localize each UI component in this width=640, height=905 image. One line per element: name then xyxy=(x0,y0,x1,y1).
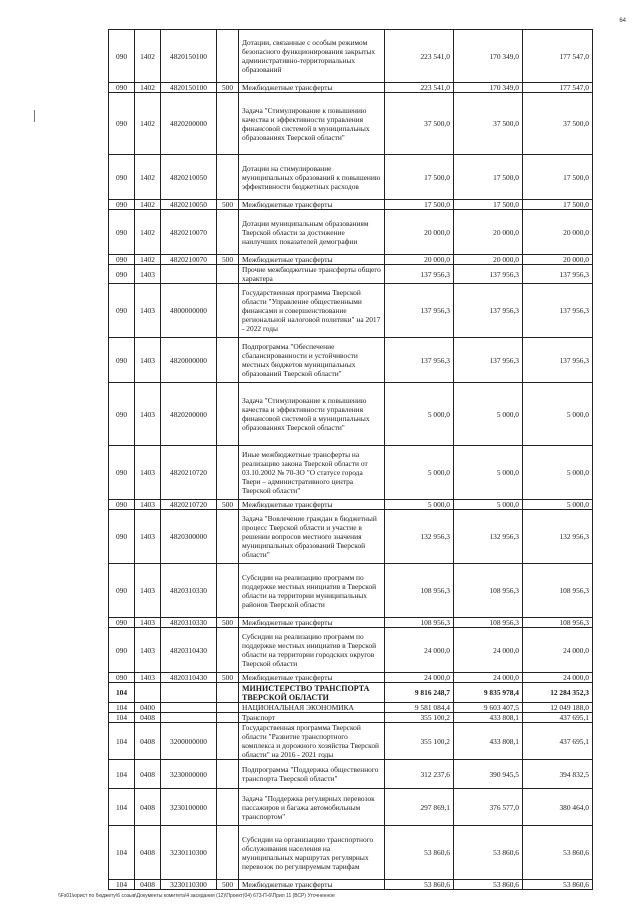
margin-mark xyxy=(34,110,35,122)
item-name-cell: Иные межбюджетные трансферты на реализацию закона Тверской области от 03.10.2002 № 70-ЗО "О статусе города Твери – административного центра Тверской области" xyxy=(239,446,385,500)
table-row xyxy=(109,713,593,723)
amount-year-3-cell: 132 956,3 xyxy=(523,510,593,564)
amount-year-1-cell: 37 500,0 xyxy=(385,93,454,155)
amount-year-2-cell: 137 956,3 xyxy=(454,265,523,284)
amount-year-2-cell: 24 000,0 xyxy=(454,628,523,673)
table-row xyxy=(109,510,593,564)
table-row xyxy=(109,826,593,880)
item-name-cell: Транспорт xyxy=(239,713,385,723)
ministry-code-cell: 090 xyxy=(109,510,135,564)
target-article-code-cell: 4820310430 xyxy=(161,673,217,683)
amount-year-1-cell: 137 956,3 xyxy=(385,338,454,383)
target-article-code-cell xyxy=(161,683,217,703)
ministry-code-cell: 090 xyxy=(109,564,135,618)
amount-year-2-cell: 20 000,0 xyxy=(454,210,523,255)
section-code-cell: 1403 xyxy=(135,618,161,628)
target-article-code-cell: 3230100000 xyxy=(161,789,217,826)
item-name-cell: Подпрограмма "Обеспечение сбалансированности и устойчивости местных бюджетов муниципальных образований Тверской области" xyxy=(239,338,385,383)
section-code-cell: 1402 xyxy=(135,210,161,255)
ministry-code-cell: 104 xyxy=(109,826,135,880)
item-name-cell: Межбюджетные трансферты xyxy=(239,673,385,683)
ministry-code-cell: 090 xyxy=(109,255,135,265)
expense-type-code-cell xyxy=(217,284,239,338)
page-number: 64 xyxy=(619,18,626,24)
expense-type-code-cell xyxy=(217,265,239,284)
section-code-cell: 1403 xyxy=(135,265,161,284)
amount-year-2-cell: 132 956,3 xyxy=(454,510,523,564)
amount-year-3-cell: 20 000,0 xyxy=(523,255,593,265)
target-article-code-cell: 4820210070 xyxy=(161,210,217,255)
item-name-cell: Государственная программа Тверской области "Управление общественными финансами и совершенствование региональной налоговой политики" на 2017 - 2022 годы xyxy=(239,284,385,338)
ministry-code-cell: 104 xyxy=(109,723,135,760)
amount-year-1-cell: 132 956,3 xyxy=(385,510,454,564)
ministry-code-cell: 090 xyxy=(109,500,135,510)
item-name-cell: Подпрограмма "Поддержка общественного транспорта Тверской области" xyxy=(239,760,385,789)
item-name-cell: Межбюджетные трансферты xyxy=(239,500,385,510)
amount-year-1-cell: 108 956,3 xyxy=(385,564,454,618)
ministry-code-cell: 090 xyxy=(109,265,135,284)
section-code-cell: 1402 xyxy=(135,155,161,200)
table-row xyxy=(109,628,593,673)
expense-type-code-cell xyxy=(217,446,239,500)
item-name-cell: Задача "Вовлечение граждан в бюджетный процесс Тверской области и участие в решении вопросов местного значения муниципальных образований Тверской области" xyxy=(239,510,385,564)
item-name-cell: Прочие межбюджетные трансферты общего характера xyxy=(239,265,385,284)
amount-year-2-cell: 20 000,0 xyxy=(454,255,523,265)
section-code-cell: 0408 xyxy=(135,880,161,890)
table-row xyxy=(109,683,593,703)
target-article-code-cell: 4820210050 xyxy=(161,200,217,210)
amount-year-2-cell: 137 956,3 xyxy=(454,338,523,383)
expense-type-code-cell: 500 xyxy=(217,618,239,628)
amount-year-1-cell: 355 100,2 xyxy=(385,713,454,723)
section-code-cell: 1403 xyxy=(135,338,161,383)
target-article-code-cell: 4820210720 xyxy=(161,500,217,510)
amount-year-2-cell: 170 349,0 xyxy=(454,83,523,93)
item-name-cell: Межбюджетные трансферты xyxy=(239,200,385,210)
table-row xyxy=(109,500,593,510)
amount-year-1-cell: 17 500,0 xyxy=(385,155,454,200)
item-name-cell: Дотации на стимулирование муниципальных образований к повышению эффективности бюджетных расходов xyxy=(239,155,385,200)
budget-table-body xyxy=(109,30,593,890)
section-code-cell: 1402 xyxy=(135,255,161,265)
expense-type-code-cell: 500 xyxy=(217,673,239,683)
amount-year-3-cell: 380 464,0 xyxy=(523,789,593,826)
target-article-code-cell: 4820200000 xyxy=(161,383,217,446)
table-row xyxy=(109,93,593,155)
expense-type-code-cell xyxy=(217,564,239,618)
amount-year-3-cell: 177 547,0 xyxy=(523,83,593,93)
section-code-cell: 0408 xyxy=(135,826,161,880)
target-article-code-cell: 4820210050 xyxy=(161,155,217,200)
amount-year-2-cell: 108 956,3 xyxy=(454,564,523,618)
target-article-code-cell: 3200000000 xyxy=(161,723,217,760)
amount-year-3-cell: 20 000,0 xyxy=(523,210,593,255)
amount-year-3-cell: 5 000,0 xyxy=(523,383,593,446)
ministry-code-cell: 090 xyxy=(109,155,135,200)
target-article-code-cell: 4820310330 xyxy=(161,564,217,618)
amount-year-3-cell: 17 500,0 xyxy=(523,155,593,200)
ministry-code-cell: 090 xyxy=(109,284,135,338)
amount-year-2-cell: 53 860,6 xyxy=(454,826,523,880)
amount-year-1-cell: 223 541,0 xyxy=(385,30,454,83)
amount-year-3-cell: 108 956,3 xyxy=(523,618,593,628)
table-row xyxy=(109,880,593,890)
ministry-code-cell: 090 xyxy=(109,446,135,500)
target-article-code-cell: 4820200000 xyxy=(161,93,217,155)
target-article-code-cell: 4800000000 xyxy=(161,284,217,338)
table-row xyxy=(109,210,593,255)
amount-year-3-cell: 12 049 188,0 xyxy=(523,703,593,713)
section-code-cell: 1403 xyxy=(135,510,161,564)
table-row xyxy=(109,83,593,93)
expense-type-code-cell xyxy=(217,760,239,789)
amount-year-2-cell: 24 000,0 xyxy=(454,673,523,683)
target-article-code-cell: 4820310430 xyxy=(161,628,217,673)
amount-year-1-cell: 137 956,3 xyxy=(385,284,454,338)
amount-year-2-cell: 9 835 978,4 xyxy=(454,683,523,703)
table-row xyxy=(109,564,593,618)
amount-year-2-cell: 17 500,0 xyxy=(454,200,523,210)
section-code-cell: 0408 xyxy=(135,723,161,760)
item-name-cell: Межбюджетные трансферты xyxy=(239,880,385,890)
item-name-cell: Задача "Стимулирование к повышению качества и эффективности управления финансовой системой в муниципальных образованиях Тверской области" xyxy=(239,93,385,155)
section-code-cell: 1403 xyxy=(135,628,161,673)
amount-year-3-cell: 12 284 352,3 xyxy=(523,683,593,703)
amount-year-1-cell: 9 816 248,7 xyxy=(385,683,454,703)
expense-type-code-cell xyxy=(217,93,239,155)
ministry-code-cell: 104 xyxy=(109,683,135,703)
target-article-code-cell: 3230000000 xyxy=(161,760,217,789)
expense-type-code-cell xyxy=(217,713,239,723)
table-row xyxy=(109,200,593,210)
section-code-cell: 1402 xyxy=(135,83,161,93)
section-code-cell: 1402 xyxy=(135,30,161,83)
target-article-code-cell xyxy=(161,713,217,723)
amount-year-2-cell: 390 945,5 xyxy=(454,760,523,789)
expense-type-code-cell: 500 xyxy=(217,880,239,890)
item-name-cell: Задача "Стимулирование к повышению качества и эффективности управления финансовой системой в муниципальных образованиях Тверской области" xyxy=(239,383,385,446)
amount-year-1-cell: 108 956,3 xyxy=(385,618,454,628)
expense-type-code-cell xyxy=(217,210,239,255)
target-article-code-cell: 4820150100 xyxy=(161,30,217,83)
amount-year-1-cell: 24 000,0 xyxy=(385,673,454,683)
amount-year-3-cell: 437 695,1 xyxy=(523,713,593,723)
item-name-cell: Государственная программа Тверской области "Развитие транспортного комплекса и дорожного хозяйства Тверской области" на 2016 - 2021 годы xyxy=(239,723,385,760)
expense-type-code-cell: 500 xyxy=(217,200,239,210)
amount-year-2-cell: 9 603 407,5 xyxy=(454,703,523,713)
ministry-code-cell: 090 xyxy=(109,673,135,683)
section-code-cell: 1403 xyxy=(135,500,161,510)
amount-year-1-cell: 17 500,0 xyxy=(385,200,454,210)
section-code-cell: 0408 xyxy=(135,789,161,826)
expense-type-code-cell xyxy=(217,383,239,446)
section-code-cell xyxy=(135,683,161,703)
amount-year-2-cell: 108 956,3 xyxy=(454,618,523,628)
amount-year-3-cell: 24 000,0 xyxy=(523,673,593,683)
amount-year-3-cell: 137 956,3 xyxy=(523,284,593,338)
table-row xyxy=(109,284,593,338)
budget-table-container xyxy=(108,29,592,890)
amount-year-3-cell: 53 860,6 xyxy=(523,880,593,890)
amount-year-2-cell: 17 500,0 xyxy=(454,155,523,200)
amount-year-3-cell: 5 000,0 xyxy=(523,500,593,510)
ministry-code-cell: 090 xyxy=(109,30,135,83)
section-code-cell: 1403 xyxy=(135,383,161,446)
expense-type-code-cell xyxy=(217,155,239,200)
target-article-code-cell: 4820000000 xyxy=(161,338,217,383)
item-name-cell: Межбюджетные трансферты xyxy=(239,83,385,93)
expense-type-code-cell xyxy=(217,789,239,826)
amount-year-1-cell: 20 000,0 xyxy=(385,210,454,255)
target-article-code-cell: 4820210720 xyxy=(161,446,217,500)
target-article-code-cell: 4820310330 xyxy=(161,618,217,628)
item-name-cell: Задача "Поддержка регулярных перевозок пассажиров и багажа автомобильным транспортом" xyxy=(239,789,385,826)
amount-year-2-cell: 433 808,1 xyxy=(454,723,523,760)
amount-year-1-cell: 137 956,3 xyxy=(385,265,454,284)
amount-year-3-cell: 17 500,0 xyxy=(523,200,593,210)
table-row xyxy=(109,789,593,826)
amount-year-3-cell: 24 000,0 xyxy=(523,628,593,673)
section-code-cell: 0408 xyxy=(135,760,161,789)
ministry-code-cell: 104 xyxy=(109,703,135,713)
item-name-cell: Межбюджетные трансферты xyxy=(239,618,385,628)
ministry-code-cell: 090 xyxy=(109,210,135,255)
expense-type-code-cell xyxy=(217,338,239,383)
target-article-code-cell xyxy=(161,265,217,284)
expense-type-code-cell: 500 xyxy=(217,500,239,510)
table-row xyxy=(109,703,593,713)
amount-year-3-cell: 37 500,0 xyxy=(523,93,593,155)
item-name-cell: МИНИСТЕРСТВО ТРАНСПОРТА ТВЕРСКОЙ ОБЛАСТИ xyxy=(239,683,385,703)
amount-year-1-cell: 9 581 084,4 xyxy=(385,703,454,713)
section-code-cell: 1403 xyxy=(135,446,161,500)
table-row xyxy=(109,760,593,789)
table-row xyxy=(109,338,593,383)
ministry-code-cell: 104 xyxy=(109,713,135,723)
item-name-cell: НАЦИОНАЛЬНАЯ ЭКОНОМИКА xyxy=(239,703,385,713)
amount-year-2-cell: 376 577,0 xyxy=(454,789,523,826)
amount-year-1-cell: 223 541,0 xyxy=(385,83,454,93)
amount-year-1-cell: 53 860,6 xyxy=(385,826,454,880)
section-code-cell: 1402 xyxy=(135,200,161,210)
table-row xyxy=(109,446,593,500)
ministry-code-cell: 104 xyxy=(109,880,135,890)
item-name-cell: Субсидии на реализацию программ по поддержке местных инициатив в Тверской области на территории городских округов Тверской области xyxy=(239,628,385,673)
amount-year-3-cell: 437 695,1 xyxy=(523,723,593,760)
table-row xyxy=(109,383,593,446)
expense-type-code-cell: 500 xyxy=(217,255,239,265)
expense-type-code-cell xyxy=(217,723,239,760)
amount-year-2-cell: 5 000,0 xyxy=(454,446,523,500)
amount-year-2-cell: 137 956,3 xyxy=(454,284,523,338)
footer-file-path: \\Fs01\юрист по бюджету\6 созыв\Документы комитета\4 заседания (12)\Проект(04) 673-П-6\Прил 11 (ВСР) Уточненное xyxy=(58,893,335,899)
amount-year-3-cell: 177 547,0 xyxy=(523,30,593,83)
amount-year-1-cell: 312 237,6 xyxy=(385,760,454,789)
expense-type-code-cell xyxy=(217,510,239,564)
table-row xyxy=(109,673,593,683)
amount-year-2-cell: 53 860,6 xyxy=(454,880,523,890)
amount-year-3-cell: 137 956,3 xyxy=(523,338,593,383)
ministry-code-cell: 090 xyxy=(109,200,135,210)
table-row xyxy=(109,618,593,628)
amount-year-3-cell: 108 956,3 xyxy=(523,564,593,618)
amount-year-1-cell: 20 000,0 xyxy=(385,255,454,265)
amount-year-1-cell: 53 860,6 xyxy=(385,880,454,890)
target-article-code-cell: 3230110300 xyxy=(161,880,217,890)
item-name-cell: Дотации, связанные с особым режимом безопасного функционирования закрытых административно-территориальных образований xyxy=(239,30,385,83)
ministry-code-cell: 090 xyxy=(109,618,135,628)
item-name-cell: Субсидии на реализацию программ по поддержке местных инициатив в Тверской области на территории муниципальных районов Тверской области xyxy=(239,564,385,618)
amount-year-2-cell: 5 000,0 xyxy=(454,500,523,510)
expense-type-code-cell xyxy=(217,703,239,713)
target-article-code-cell: 4820300000 xyxy=(161,510,217,564)
amount-year-1-cell: 5 000,0 xyxy=(385,446,454,500)
table-row xyxy=(109,723,593,760)
amount-year-3-cell: 137 956,3 xyxy=(523,265,593,284)
budget-table xyxy=(108,29,593,890)
item-name-cell: Межбюджетные трансферты xyxy=(239,255,385,265)
ministry-code-cell: 090 xyxy=(109,83,135,93)
item-name-cell: Дотации муниципальным образованиям Тверской области за достижение наилучших показателей демографии xyxy=(239,210,385,255)
amount-year-1-cell: 5 000,0 xyxy=(385,383,454,446)
target-article-code-cell: 3230110300 xyxy=(161,826,217,880)
amount-year-2-cell: 433 808,1 xyxy=(454,713,523,723)
section-code-cell: 0408 xyxy=(135,713,161,723)
ministry-code-cell: 104 xyxy=(109,760,135,789)
expense-type-code-cell xyxy=(217,628,239,673)
table-row xyxy=(109,255,593,265)
section-code-cell: 1402 xyxy=(135,93,161,155)
amount-year-2-cell: 170 349,0 xyxy=(454,30,523,83)
table-row xyxy=(109,155,593,200)
target-article-code-cell xyxy=(161,703,217,713)
ministry-code-cell: 090 xyxy=(109,338,135,383)
ministry-code-cell: 090 xyxy=(109,383,135,446)
amount-year-3-cell: 53 860,6 xyxy=(523,826,593,880)
expense-type-code-cell xyxy=(217,683,239,703)
target-article-code-cell: 4820210070 xyxy=(161,255,217,265)
ministry-code-cell: 104 xyxy=(109,789,135,826)
amount-year-1-cell: 24 000,0 xyxy=(385,628,454,673)
expense-type-code-cell: 500 xyxy=(217,83,239,93)
section-code-cell: 1403 xyxy=(135,673,161,683)
ministry-code-cell: 090 xyxy=(109,93,135,155)
section-code-cell: 0400 xyxy=(135,703,161,713)
amount-year-2-cell: 5 000,0 xyxy=(454,383,523,446)
amount-year-1-cell: 355 100,2 xyxy=(385,723,454,760)
expense-type-code-cell xyxy=(217,30,239,83)
item-name-cell: Субсидии на организацию транспортного обслуживания населения на муниципальных маршрутах регулярных перевозок по регулируемым тарифам xyxy=(239,826,385,880)
table-row xyxy=(109,265,593,284)
amount-year-3-cell: 5 000,0 xyxy=(523,446,593,500)
section-code-cell: 1403 xyxy=(135,564,161,618)
expense-type-code-cell xyxy=(217,826,239,880)
section-code-cell: 1403 xyxy=(135,284,161,338)
amount-year-3-cell: 394 832,5 xyxy=(523,760,593,789)
amount-year-1-cell: 5 000,0 xyxy=(385,500,454,510)
amount-year-1-cell: 297 869,1 xyxy=(385,789,454,826)
amount-year-2-cell: 37 500,0 xyxy=(454,93,523,155)
ministry-code-cell: 090 xyxy=(109,628,135,673)
table-row xyxy=(109,30,593,83)
target-article-code-cell: 4820150100 xyxy=(161,83,217,93)
